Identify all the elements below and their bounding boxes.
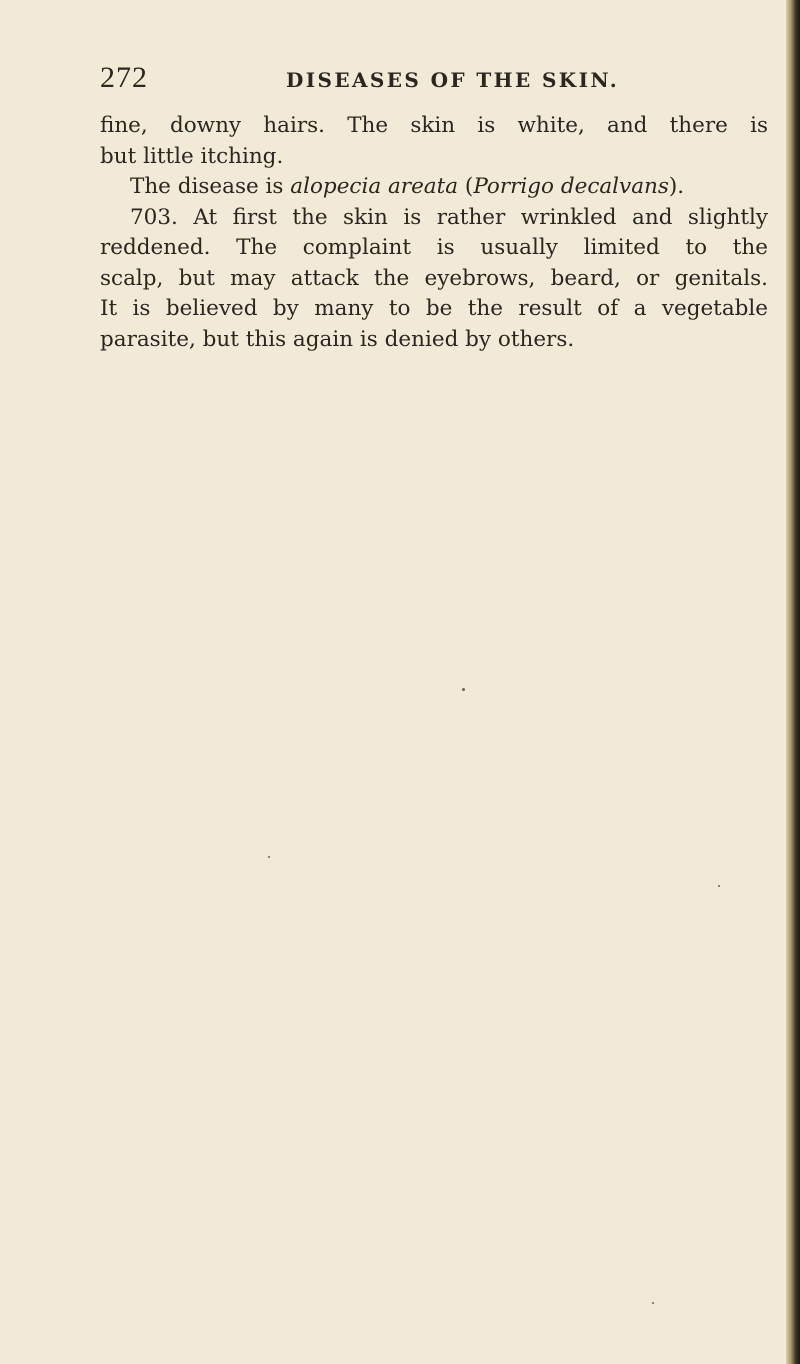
paper-speck xyxy=(652,1302,654,1304)
text-line: scalp, but may attack the eyebrows, beard, or genitals. xyxy=(100,265,768,291)
paper-speck xyxy=(718,885,720,887)
text-line: but little itching. xyxy=(100,143,284,169)
synonym-italic: Porrigo decalvans xyxy=(473,174,669,199)
page-number: 272 xyxy=(100,61,148,94)
page-header xyxy=(100,58,770,98)
text-segment: ). xyxy=(668,174,685,199)
body-text xyxy=(100,111,768,355)
text-line: reddened. The complaint is usually limited to the xyxy=(100,235,768,260)
text-segment: ( xyxy=(458,174,474,199)
text-segment: The disease is xyxy=(130,174,291,199)
paper-speck xyxy=(268,856,270,858)
text-line-disease-name xyxy=(100,172,768,203)
running-head: DISEASES OF THE SKIN. xyxy=(286,68,620,92)
text-line: It is believed by many to be the result of a vegetable xyxy=(100,296,768,321)
disease-name-italic: alopecia areata xyxy=(290,174,459,199)
page-edge-shadow xyxy=(786,0,800,1364)
text-line: parasite, but this again is denied by others. xyxy=(100,326,575,352)
text-line-paragraph-703: 703. At first the skin is rather wrinkled and slightly xyxy=(130,204,768,230)
paper-speck xyxy=(462,688,465,691)
text-line: fine, downy hairs. The skin is white, and there is xyxy=(100,113,768,138)
